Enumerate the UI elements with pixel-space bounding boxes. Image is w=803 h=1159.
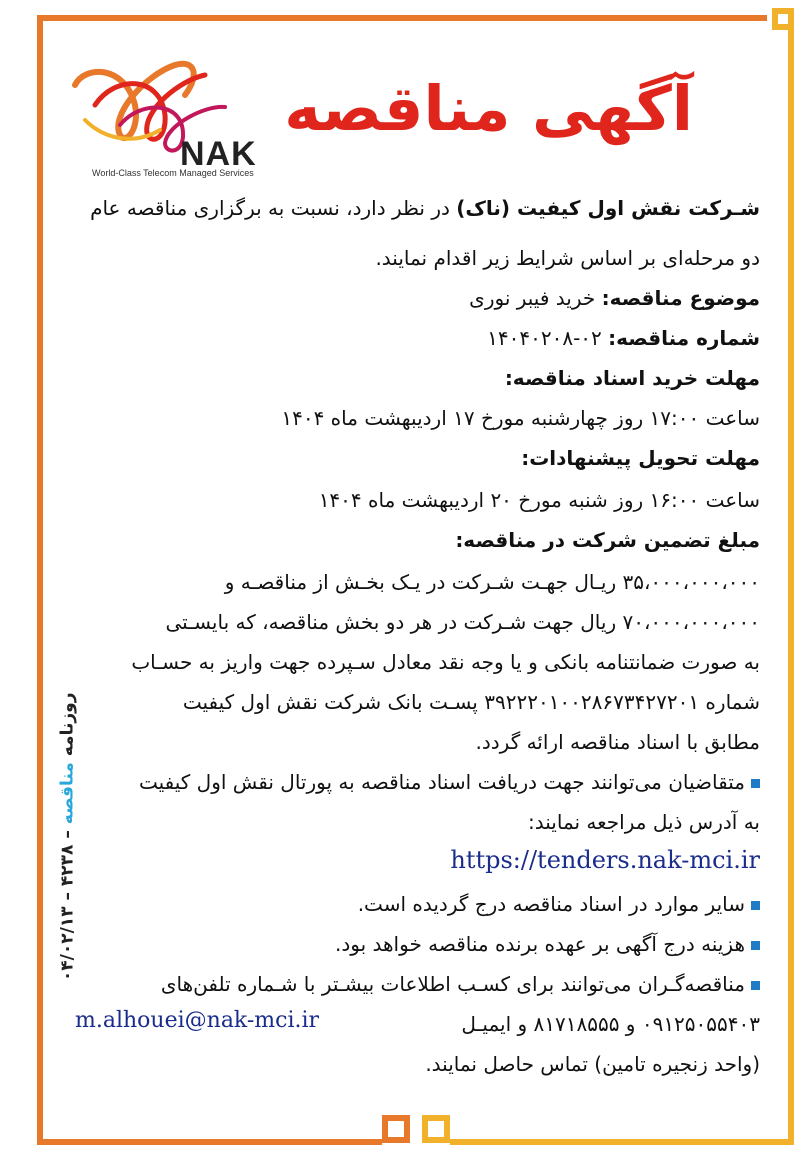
contact-text-1: مناقصه‌گـران می‌توانند برای کسـب اطلاعات بیشـتر با شـماره تلفن‌های xyxy=(160,972,745,996)
side-caption xyxy=(50,692,80,985)
logo-name: NAK xyxy=(180,135,257,173)
frame-bottom-border xyxy=(37,1139,382,1145)
number-row xyxy=(487,326,760,350)
intro-line-1 xyxy=(90,196,760,220)
subject-row xyxy=(469,286,760,310)
subject-value: خرید فیبر نوری xyxy=(469,286,602,310)
side-caption-prefix: روزنامه xyxy=(57,692,78,757)
guarantee-line-4: شماره ۳۹۲۲۲۰۱۰۰۲۸۶۷۳۴۲۷۲۰۱ پسـت بانک شرکت نقش اول کیفیت xyxy=(182,690,760,714)
portal-text: متقاضیان می‌توانند جهت دریافت اسناد مناقصه به پورتال نقش اول کیفیت xyxy=(138,770,745,794)
guarantee-line-3: به صورت ضمانتنامه بانکی و یا وجه نقد معادل سـپرده جهت واریز به حسـاب xyxy=(131,650,760,674)
guarantee-label: مبلغ تضمین شرکت در مناقصه: xyxy=(455,528,760,552)
guarantee-line-5: مطابق با اسناد مناقصه ارائه گردد. xyxy=(475,730,760,754)
frame-top-border xyxy=(37,15,767,21)
intro-line-2: دو مرحله‌ای بر اساس شرایط زیر اقدام نمایند. xyxy=(375,246,760,270)
frame-bottom-border-2 xyxy=(450,1139,794,1145)
frame-left-border xyxy=(37,15,43,1145)
side-caption-suffix: – ۴۲۳۸ – ۰۴/۰۲/۱۳ xyxy=(57,830,78,982)
bullet-square-icon xyxy=(751,981,760,990)
submission-deadline-label: مهلت تحویل پیشنهادات: xyxy=(521,446,760,470)
logo-tagline: World-Class Telecom Managed Services xyxy=(92,168,254,178)
portal-line-1 xyxy=(139,770,760,794)
note-cost xyxy=(335,932,760,956)
note-other-text: سایر موارد در اسناد مناقصه درج گردیده است. xyxy=(357,892,745,916)
frame-corner-square xyxy=(772,8,794,30)
intro-rest: در نظر دارد، نسبت به برگزاری مناقصه عام xyxy=(90,196,457,220)
page-title: آگهی مناقصه xyxy=(284,72,693,145)
guarantee-line-1: ۳۵،۰۰۰،۰۰۰،۰۰۰ ریـال جهـت شـرکت در یـک بخـش از مناقصـه و xyxy=(224,570,760,594)
purchase-deadline-label: مهلت خرید اسناد مناقصه: xyxy=(504,366,760,390)
bullet-square-icon xyxy=(751,779,760,788)
purchase-deadline-value: ساعت ۱۷:۰۰ روز چهارشنبه مورخ ۱۷ اردیبهشت ماه ۱۴۰۴ xyxy=(281,406,760,430)
frame-right-border xyxy=(788,30,794,1140)
side-caption-brand: مناقصه xyxy=(57,762,78,825)
contact-email-link[interactable]: m.alhouei@nak-mci.ir xyxy=(75,1008,320,1033)
tenders-portal-link[interactable]: https://tenders.nak-mci.ir xyxy=(450,846,760,874)
bullet-square-icon xyxy=(751,941,760,950)
note-other xyxy=(358,892,760,916)
note-cost-text: هزینه درج آگهی بر عهده برنده مناقصه خواهد بود. xyxy=(334,932,745,956)
number-value: ۰۲-۱۴۰۴۰۲۰۸ xyxy=(487,326,609,350)
guarantee-line-2: ۷۰،۰۰۰،۰۰۰،۰۰۰ ریال جهت شـرکت در هر دو بخش مناقصه، که بایسـتی xyxy=(165,610,760,634)
contact-line-1 xyxy=(161,972,760,996)
frame-bottom-square-2 xyxy=(422,1115,450,1143)
number-label: شماره مناقصه: xyxy=(608,326,760,350)
company-name: شـرکت نقش اول کیفیت (ناک) xyxy=(456,196,760,220)
subject-label: موضوع مناقصه: xyxy=(601,286,760,310)
contact-phones: ۰۹۱۲۵۰۵۵۴۰۳ و ۸۱۷۱۸۵۵۵ و ایمیـل xyxy=(461,1012,760,1036)
contact-line-2 xyxy=(461,1012,760,1036)
bullet-square-icon xyxy=(751,901,760,910)
portal-line-2: به آدرس ذیل مراجعه نمایند: xyxy=(528,810,760,834)
submission-deadline-value: ساعت ۱۶:۰۰ روز شنبه مورخ ۲۰ اردیبهشت ماه ۱۴۰۴ xyxy=(318,488,760,512)
contact-line-3: (واحد زنجیره تامین) تماس حاصل نمایند. xyxy=(425,1052,760,1076)
frame-bottom-square-1 xyxy=(382,1115,410,1143)
